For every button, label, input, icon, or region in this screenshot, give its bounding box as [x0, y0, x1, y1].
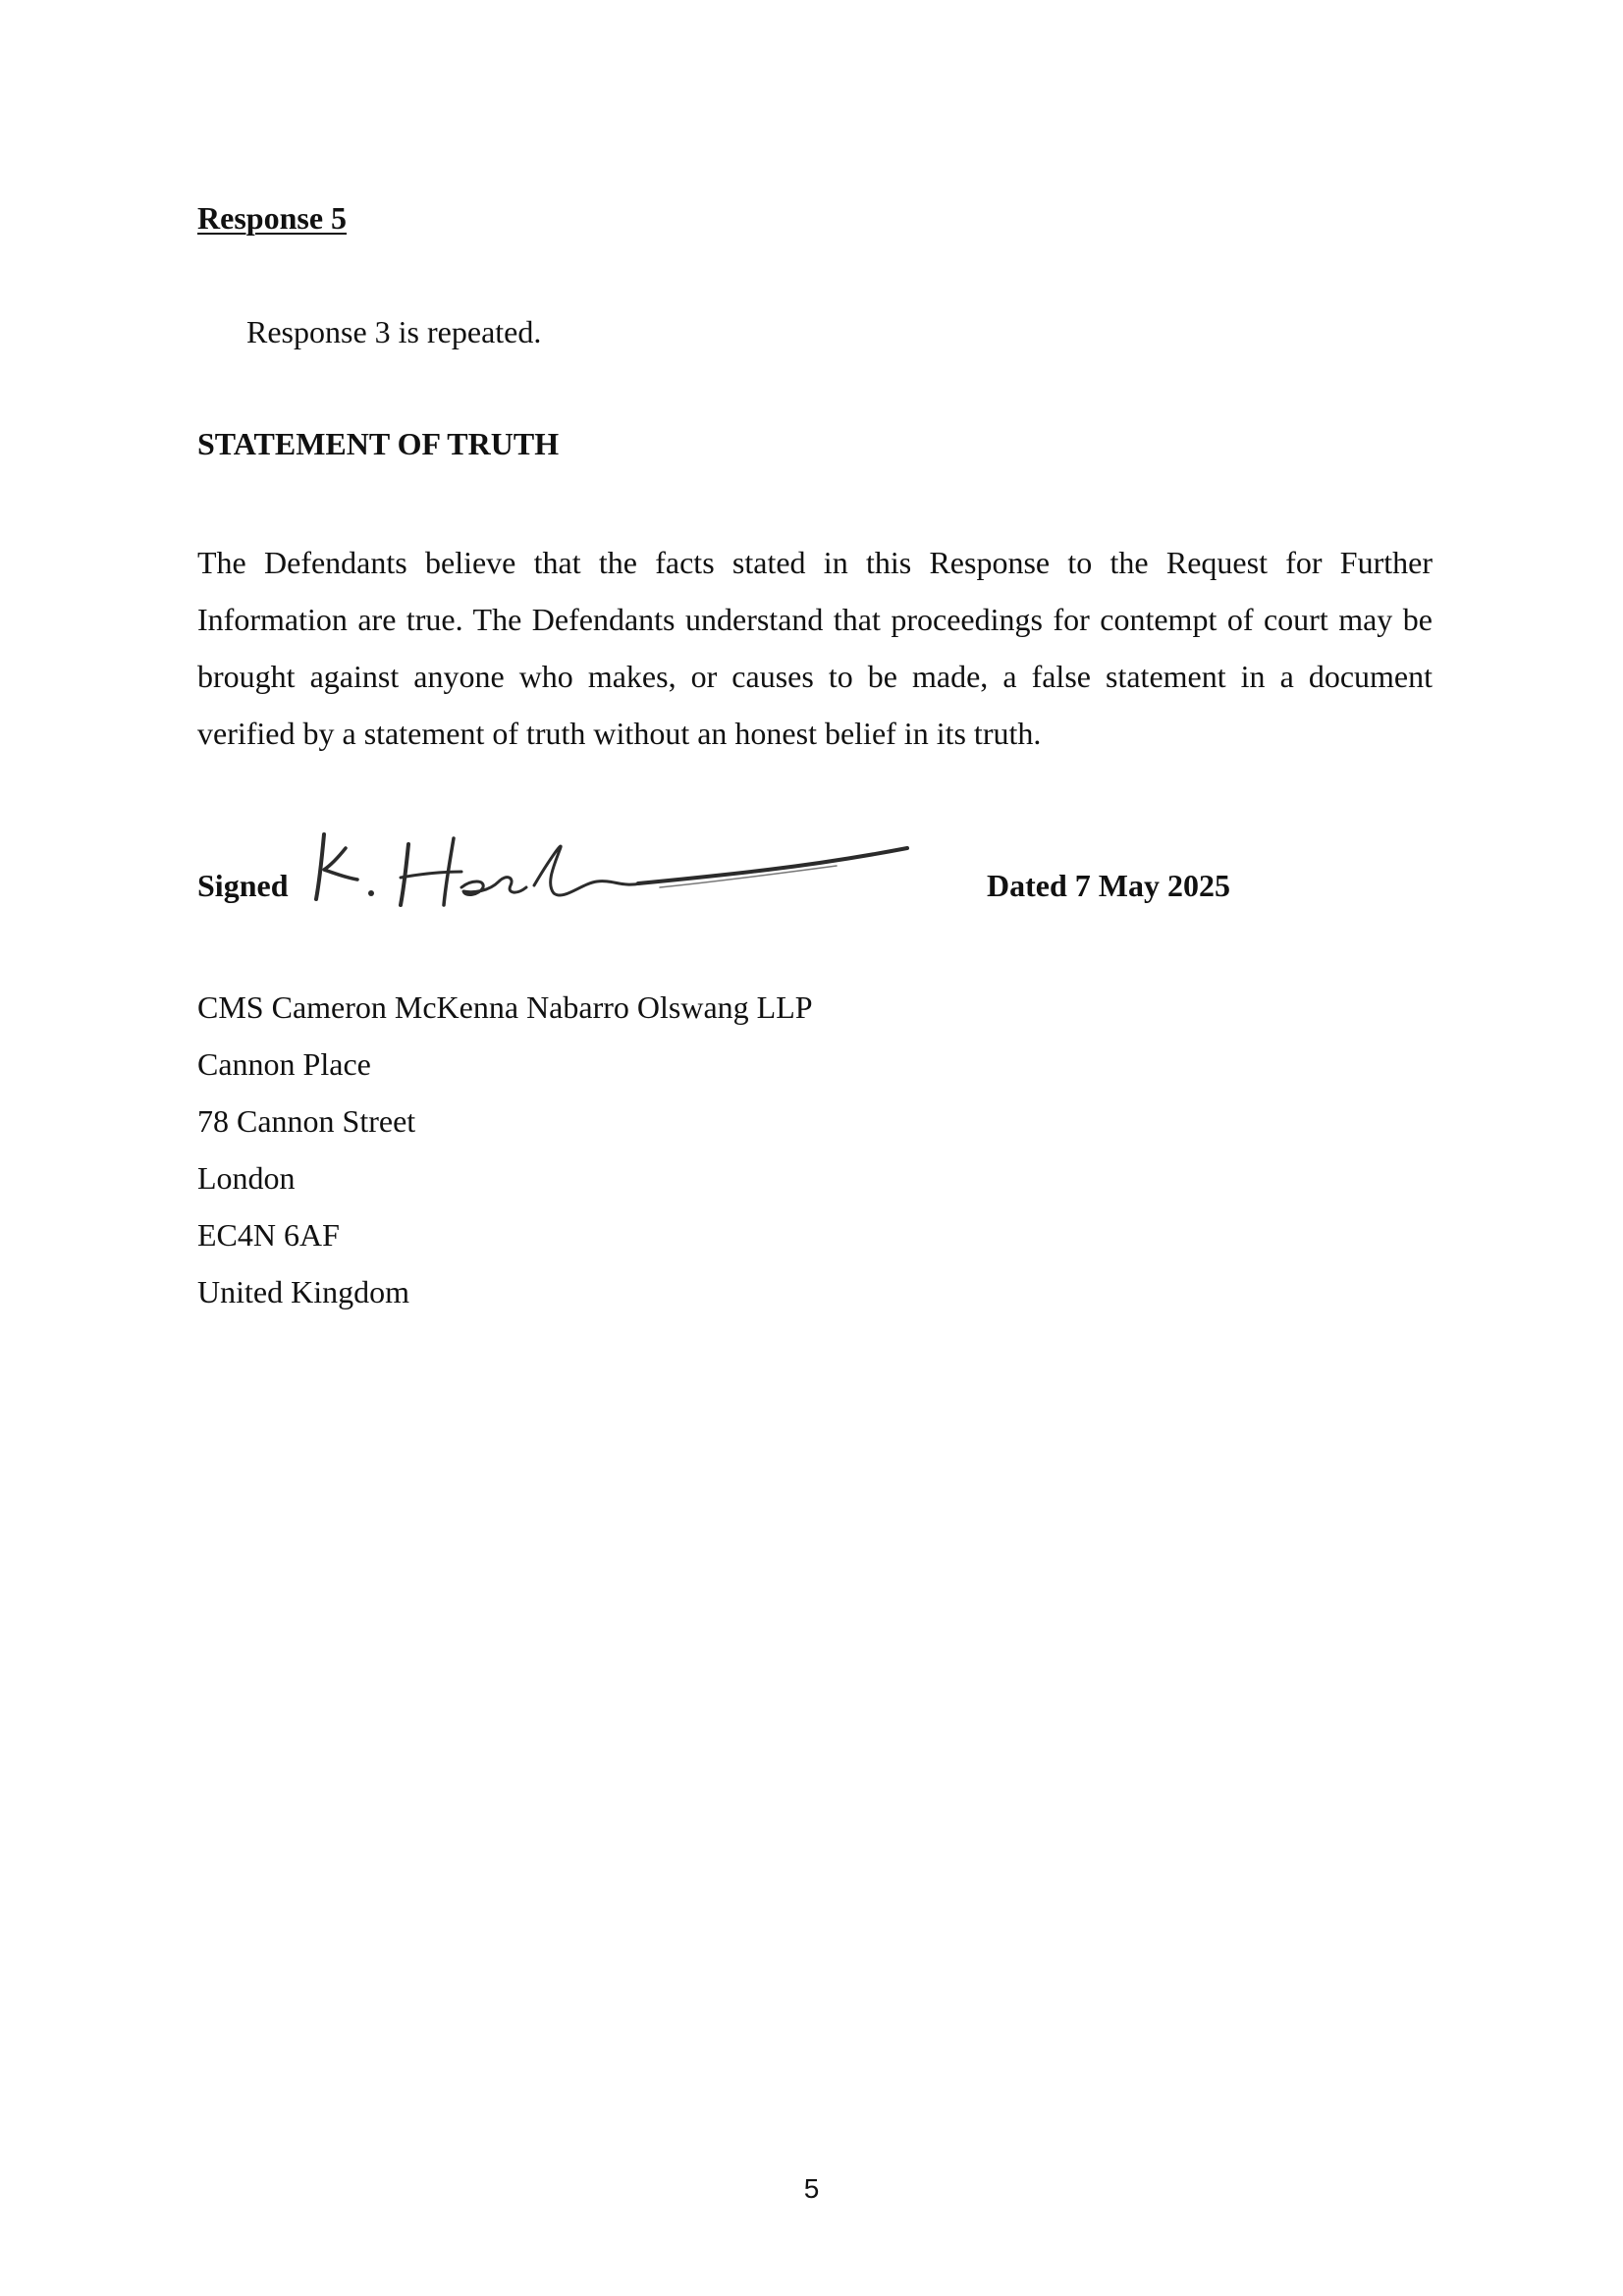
address-line-building: Cannon Place [197, 1046, 371, 1082]
firm-address [197, 979, 813, 1320]
handwritten-signature [306, 823, 915, 913]
signed-label: Signed [197, 868, 289, 903]
address-line-city: London [197, 1160, 296, 1196]
address-line-postcode: EC4N 6AF [197, 1217, 340, 1253]
address-line-firm: CMS Cameron McKenna Nabarro Olswang LLP [197, 989, 813, 1025]
statement-heading: STATEMENT OF TRUTH [197, 426, 560, 461]
response-text: Response 3 is repeated. [246, 314, 542, 349]
dated-label: Dated 7 May 2025 [987, 868, 1230, 903]
page-number: 5 [803, 2173, 820, 2204]
address-line-street: 78 Cannon Street [197, 1103, 416, 1139]
statement-of-truth-text: The Defendants believe that the facts stated in this Response to the Request for Further Information are true. The Defendants understand that proceedings for contempt of court may be brought against anyone who makes, or causes to be made, a false statement in a document verified by a statement of truth without an honest belief in its truth. [197, 545, 1433, 751]
response-heading: Response 5 [197, 200, 348, 236]
address-line-country: United Kingdom [197, 1274, 409, 1309]
